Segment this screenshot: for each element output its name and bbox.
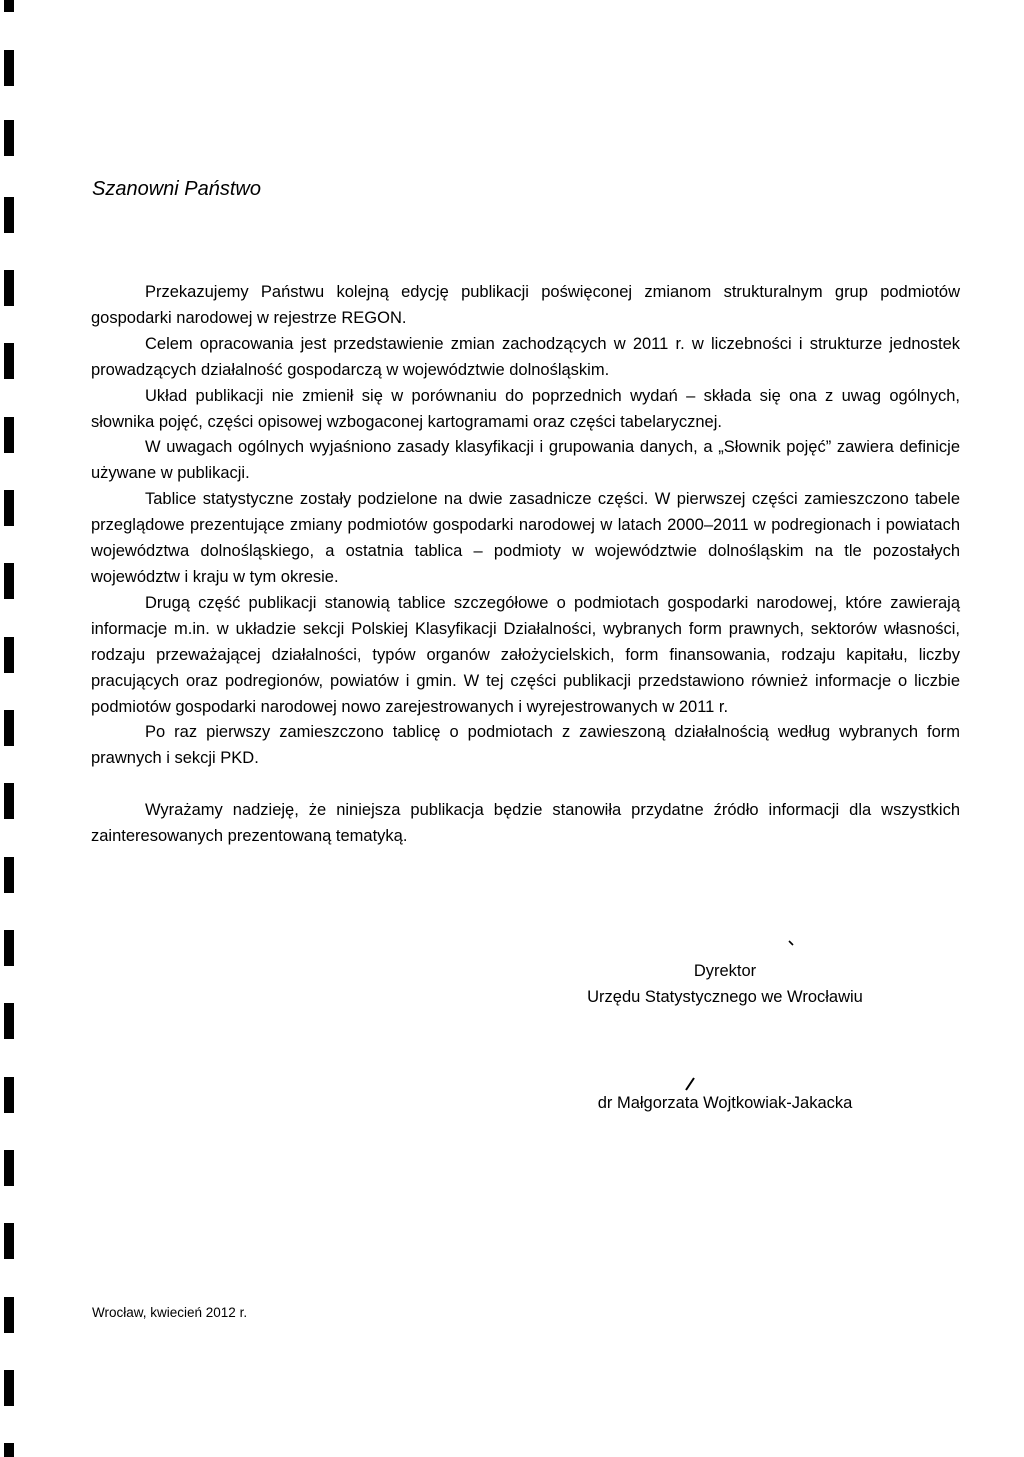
binding-mark	[4, 417, 14, 453]
paragraph: Tablice statystyczne zostały podzielone na dwie zasadnicze części. W pierwszej części zamieszczono tabele przeglądowe prezentujące zmiany podmiotów gospodarki narodowej w latach 2000–2011 w podregionach i powiatach województwa dolnośląskiego, a ostatnia tablica – podmioty w województwie dolnośląskim na tle pozostałych województw i kraju w tym okresie.	[91, 490, 960, 586]
binding-mark	[4, 1443, 14, 1457]
signature-block	[540, 958, 910, 1116]
binding-mark	[4, 343, 14, 379]
binding-mark	[4, 0, 14, 12]
binding-mark	[4, 857, 14, 893]
salutation: Szanowni Państwo	[92, 178, 261, 200]
signature-title: Dyrektor	[693, 962, 757, 980]
binding-mark	[4, 197, 14, 233]
paragraph: Po raz pierwszy zamieszczono tablicę o podmiotach z zawieszoną działalnością według wybranych form prawnych i sekcji PKD.	[91, 723, 960, 768]
signature-name-wrapper	[540, 1090, 910, 1116]
binding-mark	[4, 1297, 14, 1333]
binding-mark	[4, 1003, 14, 1039]
binding-mark	[4, 710, 14, 746]
letter-body	[91, 280, 960, 850]
paragraph: Drugą część publikacji stanowią tablice szczegółowe o podmiotach gospodarki narodowej, które zawierają informacje m.in. w układzie sekcji Polskiej Klasyfikacji Działalności, wybranych form prawnych, sektorów własności, rodzaju przeważającej działalności, typów organów założycielskich, form finansowania, rodzaju kapitału, liczby pracujących oraz podregionów, powiatów i gmin. W tej części publikacji przedstawiono również informacje o liczbie podmiotów gospodarki narodowej nowo zarejestrowanych i wyrejestrowanych w 2011 r.	[91, 593, 960, 716]
binding-mark	[4, 50, 14, 86]
place-date: Wrocław, kwiecień 2012 r.	[92, 1305, 248, 1320]
binding-mark	[4, 1150, 14, 1186]
binding-mark	[4, 270, 14, 306]
binding-mark	[4, 563, 14, 599]
binding-mark	[4, 783, 14, 819]
binding-mark	[4, 930, 14, 966]
binding-mark	[4, 637, 14, 673]
signature-name: dr Małgorzata Wojtkowiak-Jakacka	[597, 1094, 853, 1112]
stray-mark	[788, 940, 796, 948]
binding-mark	[4, 1077, 14, 1113]
signature-stroke	[684, 1076, 696, 1092]
binding-mark	[4, 1370, 14, 1406]
paragraph: W uwagach ogólnych wyjaśniono zasady klasyfikacji i grupowania danych, a „Słownik pojęć” zawiera definicje używane w publikacji.	[91, 438, 960, 483]
paragraph: Przekazujemy Państwu kolejną edycję publikacji poświęconej zmianom strukturalnym grup podmiotów gospodarki narodowej w rejestrze REGON.	[91, 283, 960, 327]
paragraph: Układ publikacji nie zmienił się w porównaniu do poprzednich wydań – składa się ona z uwag ogólnych, słownika pojęć, części opisowej wzbogaconej kartogramami oraz części tabelarycznej.	[91, 386, 960, 431]
paragraph: Celem opracowania jest przedstawienie zmian zachodzących w 2011 r. w liczebności i strukturze jednostek prowadzących działalność gospodarczą w województwie dolnośląskim.	[91, 334, 960, 379]
binding-mark	[4, 490, 14, 526]
binding-mark	[4, 1223, 14, 1259]
signature-office: Urzędu Statystycznego we Wrocławiu	[587, 988, 863, 1006]
binding-mark	[4, 120, 14, 156]
closing-paragraph: Wyrażamy nadzieję, że niniejsza publikacja będzie stanowiła przydatne źródło informacji dla wszystkich zainteresowanych prezentowaną tematyką.	[91, 801, 960, 846]
binding-marks	[4, 0, 18, 1457]
